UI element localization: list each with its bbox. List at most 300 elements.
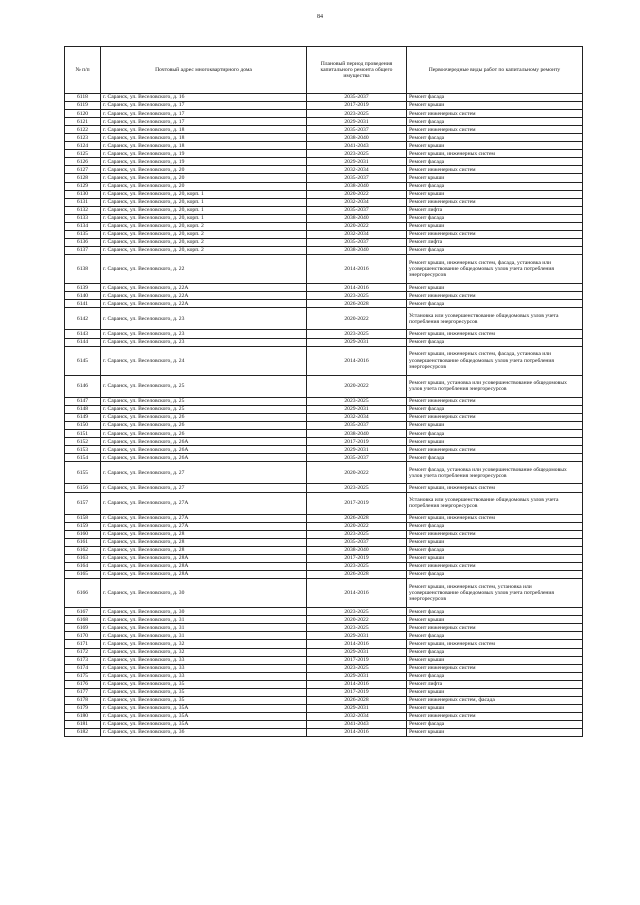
address-cell: г. Саранск, ул. Веселовского, д. 31 xyxy=(101,616,307,624)
address-cell: г. Саранск, ул. Веселовского, д. 28А xyxy=(101,563,307,571)
period-cell: 2029-2031 xyxy=(307,118,407,126)
period-cell: 2032-2034 xyxy=(307,198,407,206)
row-number-cell: 6170 xyxy=(65,632,101,640)
address-cell: г. Саранск, ул. Веселовского, д. 26А xyxy=(101,454,307,462)
address-cell: г. Саранск, ул. Веселовского, д. 26 xyxy=(101,430,307,438)
row-number-cell: 6136 xyxy=(65,238,101,246)
row-number-cell: 6167 xyxy=(65,608,101,616)
table-row xyxy=(65,292,583,300)
row-number-cell: 6150 xyxy=(65,422,101,430)
period-cell: 2014-2016 xyxy=(307,640,407,648)
period-cell: 2029-2031 xyxy=(307,158,407,166)
address-cell: г. Саранск, ул. Веселовского, д. 20, корп. 1 xyxy=(101,214,307,222)
address-cell: г. Саранск, ул. Веселовского, д. 18 xyxy=(101,126,307,134)
row-number-cell: 6138 xyxy=(65,254,101,283)
address-cell: г. Саранск, ул. Веселовского, д. 27А xyxy=(101,522,307,530)
period-cell: 2035-2037 xyxy=(307,538,407,546)
address-cell: г. Саранск, ул. Веселовского, д. 31 xyxy=(101,632,307,640)
works-cell: Ремонт фасада xyxy=(407,246,583,254)
address-cell: г. Саранск, ул. Веселовского, д. 17 xyxy=(101,110,307,118)
address-cell: г. Саранск, ул. Веселовского, д. 20 xyxy=(101,166,307,174)
works-cell: Ремонт инженерных систем xyxy=(407,414,583,422)
table-row xyxy=(65,166,583,174)
period-cell: 2032-2034 xyxy=(307,166,407,174)
row-number-cell: 6156 xyxy=(65,484,101,492)
row-number-cell: 6143 xyxy=(65,330,101,338)
period-cell: 2035-2037 xyxy=(307,206,407,214)
period-cell: 2017-2019 xyxy=(307,688,407,696)
address-cell: г. Саранск, ул. Веселовского, д. 17 xyxy=(101,102,307,110)
row-number-cell: 6146 xyxy=(65,375,101,397)
row-number-cell: 6120 xyxy=(65,110,101,118)
works-cell: Ремонт крыши, инженерных систем xyxy=(407,150,583,158)
works-cell: Ремонт фасада xyxy=(407,720,583,728)
works-cell: Ремонт крыши, инженерных систем, фасада, установка или усовершенствование общедомовых узлов учета потребления энергоресурсов xyxy=(407,346,583,375)
row-number-cell: 6118 xyxy=(65,94,101,102)
period-cell: 2029-2031 xyxy=(307,672,407,680)
page-number: 84 xyxy=(317,14,323,20)
row-number-cell: 6137 xyxy=(65,246,101,254)
row-number-cell: 6122 xyxy=(65,126,101,134)
period-cell: 2020-2022 xyxy=(307,616,407,624)
address-cell: г. Саранск, ул. Веселовского, д. 22А xyxy=(101,300,307,308)
row-number-cell: 6177 xyxy=(65,688,101,696)
table-row xyxy=(65,150,583,158)
works-cell: Ремонт инженерных систем, фасада xyxy=(407,696,583,704)
period-cell: 2023-2025 xyxy=(307,397,407,405)
works-cell: Ремонт инженерных систем xyxy=(407,530,583,538)
table-row xyxy=(65,338,583,346)
works-cell: Ремонт фасада xyxy=(407,648,583,656)
period-cell: 2029-2031 xyxy=(307,405,407,413)
works-cell: Установка или усовершенствование общедомовых узлов учета потребления энергоресурсов xyxy=(407,308,583,330)
row-number-cell: 6151 xyxy=(65,430,101,438)
period-cell: 2020-2022 xyxy=(307,462,407,484)
address-cell: г. Саранск, ул. Веселовского, д. 27 xyxy=(101,484,307,492)
works-cell: Ремонт инженерных систем xyxy=(407,446,583,454)
row-number-cell: 6140 xyxy=(65,292,101,300)
row-number-cell: 6178 xyxy=(65,696,101,704)
works-cell: Ремонт крыши xyxy=(407,538,583,546)
period-cell: 2023-2025 xyxy=(307,484,407,492)
period-cell: 2026-2028 xyxy=(307,514,407,522)
period-cell: 2029-2031 xyxy=(307,704,407,712)
row-number-cell: 6132 xyxy=(65,206,101,214)
row-number-cell: 6164 xyxy=(65,563,101,571)
works-cell: Ремонт крыши xyxy=(407,422,583,430)
row-number-cell: 6182 xyxy=(65,728,101,736)
period-cell: 2023-2025 xyxy=(307,292,407,300)
table-row xyxy=(65,198,583,206)
header-num: № п/п xyxy=(65,47,101,94)
period-cell: 2038-2040 xyxy=(307,182,407,190)
row-number-cell: 6172 xyxy=(65,648,101,656)
row-number-cell: 6147 xyxy=(65,397,101,405)
row-number-cell: 6145 xyxy=(65,346,101,375)
period-cell: 2038-2040 xyxy=(307,430,407,438)
address-cell: г. Саранск, ул. Веселовского, д. 22А xyxy=(101,292,307,300)
address-cell: г. Саранск, ул. Веселовского, д. 35 xyxy=(101,688,307,696)
row-number-cell: 6149 xyxy=(65,414,101,422)
works-cell: Ремонт фасада xyxy=(407,546,583,554)
row-number-cell: 6165 xyxy=(65,571,101,579)
works-cell: Ремонт фасада xyxy=(407,94,583,102)
works-cell: Ремонт инженерных систем xyxy=(407,664,583,672)
period-cell: 2035-2037 xyxy=(307,174,407,182)
period-cell: 2020-2022 xyxy=(307,522,407,530)
period-cell: 2014-2016 xyxy=(307,728,407,736)
works-cell: Ремонт крыши xyxy=(407,284,583,292)
works-cell: Ремонт крыши xyxy=(407,656,583,664)
works-cell: Ремонт крыши, установка или усовершенствование общедомовых узлов учета потребления энергоресурсов xyxy=(407,375,583,397)
period-cell: 2038-2040 xyxy=(307,546,407,554)
table-row xyxy=(65,430,583,438)
row-number-cell: 6126 xyxy=(65,158,101,166)
table-row xyxy=(65,222,583,230)
header-address: Почтовый адрес многоквартирного дома xyxy=(101,47,307,94)
table-row xyxy=(65,616,583,624)
period-cell: 2038-2040 xyxy=(307,246,407,254)
works-cell: Ремонт фасада xyxy=(407,300,583,308)
table-row xyxy=(65,284,583,292)
period-cell: 2023-2025 xyxy=(307,110,407,118)
table-row xyxy=(65,118,583,126)
works-cell: Ремонт фасада, установка или усовершенствование общедомовых узлов учета потребления энергоресурсов xyxy=(407,462,583,484)
period-cell: 2017-2019 xyxy=(307,554,407,562)
table-row xyxy=(65,446,583,454)
period-cell: 2041-2043 xyxy=(307,720,407,728)
address-cell: г. Саранск, ул. Веселовского, д. 26 xyxy=(101,414,307,422)
table-row xyxy=(65,214,583,222)
row-number-cell: 6160 xyxy=(65,530,101,538)
address-cell: г. Саранск, ул. Веселовского, д. 26А xyxy=(101,438,307,446)
table-body xyxy=(65,94,583,737)
period-cell: 2023-2025 xyxy=(307,330,407,338)
address-cell: г. Саранск, ул. Веселовского, д. 23 xyxy=(101,308,307,330)
works-cell: Ремонт фасада xyxy=(407,158,583,166)
table-row xyxy=(65,414,583,422)
table-row xyxy=(65,514,583,522)
table-row xyxy=(65,538,583,546)
address-cell: г. Саранск, ул. Веселовского, д. 28А xyxy=(101,554,307,562)
works-cell: Ремонт фасада xyxy=(407,632,583,640)
row-number-cell: 6134 xyxy=(65,222,101,230)
row-number-cell: 6121 xyxy=(65,118,101,126)
address-cell: г. Саранск, ул. Веселовского, д. 20, корп. 2 xyxy=(101,238,307,246)
period-cell: 2023-2025 xyxy=(307,608,407,616)
table-row xyxy=(65,102,583,110)
address-cell: г. Саранск, ул. Веселовского, д. 28А xyxy=(101,571,307,579)
works-cell: Ремонт крыши xyxy=(407,174,583,182)
address-cell: г. Саранск, ул. Веселовского, д. 31 xyxy=(101,624,307,632)
period-cell: 2032-2034 xyxy=(307,230,407,238)
works-cell: Ремонт фасада xyxy=(407,522,583,530)
address-cell: г. Саранск, ул. Веселовского, д. 28 xyxy=(101,530,307,538)
works-cell: Ремонт крыши xyxy=(407,616,583,624)
address-cell: г. Саранск, ул. Веселовского, д. 33 xyxy=(101,664,307,672)
row-number-cell: 6119 xyxy=(65,102,101,110)
period-cell: 2038-2040 xyxy=(307,214,407,222)
period-cell: 2026-2028 xyxy=(307,696,407,704)
table-row xyxy=(65,246,583,254)
table-header xyxy=(65,47,583,94)
address-cell: г. Саранск, ул. Веселовского, д. 27А xyxy=(101,492,307,514)
row-number-cell: 6176 xyxy=(65,680,101,688)
row-number-cell: 6171 xyxy=(65,640,101,648)
works-cell: Ремонт фасада xyxy=(407,182,583,190)
address-cell: г. Саранск, ул. Веселовского, д. 19 xyxy=(101,150,307,158)
address-cell: г. Саранск, ул. Веселовского, д. 27А xyxy=(101,514,307,522)
row-number-cell: 6123 xyxy=(65,134,101,142)
row-number-cell: 6175 xyxy=(65,672,101,680)
address-cell: г. Саранск, ул. Веселовского, д. 35 xyxy=(101,696,307,704)
table-row xyxy=(65,624,583,632)
period-cell: 2026-2028 xyxy=(307,300,407,308)
table-row xyxy=(65,308,583,330)
table-row xyxy=(65,454,583,462)
table-row xyxy=(65,712,583,720)
works-cell: Ремонт фасада xyxy=(407,608,583,616)
table-row xyxy=(65,126,583,134)
table-row xyxy=(65,672,583,680)
address-cell: г. Саранск, ул. Веселовского, д. 25 xyxy=(101,405,307,413)
row-number-cell: 6157 xyxy=(65,492,101,514)
row-number-cell: 6162 xyxy=(65,546,101,554)
address-cell: г. Саранск, ул. Веселовского, д. 35А xyxy=(101,712,307,720)
table-row xyxy=(65,254,583,283)
address-cell: г. Саранск, ул. Веселовского, д. 23 xyxy=(101,338,307,346)
period-cell: 2032-2034 xyxy=(307,712,407,720)
row-number-cell: 6159 xyxy=(65,522,101,530)
table-row xyxy=(65,554,583,562)
works-cell: Ремонт крыши xyxy=(407,222,583,230)
table-row xyxy=(65,484,583,492)
period-cell: 2014-2016 xyxy=(307,254,407,283)
address-cell: г. Саранск, ул. Веселовского, д. 20, корп. 2 xyxy=(101,222,307,230)
address-cell: г. Саранск, ул. Веселовского, д. 24 xyxy=(101,346,307,375)
period-cell: 2023-2025 xyxy=(307,624,407,632)
table-row xyxy=(65,174,583,182)
period-cell: 2029-2031 xyxy=(307,338,407,346)
table-row xyxy=(65,563,583,571)
address-cell: г. Саранск, ул. Веселовского, д. 20, корп. 2 xyxy=(101,246,307,254)
address-cell: г. Саранск, ул. Веселовского, д. 17 xyxy=(101,118,307,126)
table-row xyxy=(65,134,583,142)
row-number-cell: 6168 xyxy=(65,616,101,624)
row-number-cell: 6127 xyxy=(65,166,101,174)
address-cell: г. Саранск, ул. Веселовского, д. 20, корп. 1 xyxy=(101,206,307,214)
address-cell: г. Саранск, ул. Веселовского, д. 16 xyxy=(101,94,307,102)
row-number-cell: 6161 xyxy=(65,538,101,546)
row-number-cell: 6135 xyxy=(65,230,101,238)
works-cell: Ремонт крыши, инженерных систем xyxy=(407,640,583,648)
address-cell: г. Саранск, ул. Веселовского, д. 25 xyxy=(101,375,307,397)
address-cell: г. Саранск, ул. Веселовского, д. 26А xyxy=(101,446,307,454)
period-cell: 2017-2019 xyxy=(307,492,407,514)
table-row xyxy=(65,530,583,538)
works-cell: Ремонт фасада xyxy=(407,430,583,438)
works-cell: Установка или усовершенствование общедомовых узлов учета потребления энергоресурсов xyxy=(407,492,583,514)
row-number-cell: 6155 xyxy=(65,462,101,484)
works-cell: Ремонт инженерных систем xyxy=(407,712,583,720)
table-row xyxy=(65,688,583,696)
table-row xyxy=(65,571,583,579)
address-cell: г. Саранск, ул. Веселовского, д. 35 xyxy=(101,680,307,688)
address-cell: г. Саранск, ул. Веселовского, д. 22 xyxy=(101,254,307,283)
works-cell: Ремонт фасада xyxy=(407,454,583,462)
table-row xyxy=(65,664,583,672)
works-cell: Ремонт фасада xyxy=(407,134,583,142)
address-cell: г. Саранск, ул. Веселовского, д. 28 xyxy=(101,538,307,546)
works-cell: Ремонт фасада xyxy=(407,571,583,579)
address-cell: г. Саранск, ул. Веселовского, д. 28 xyxy=(101,546,307,554)
period-cell: 2017-2019 xyxy=(307,438,407,446)
works-cell: Ремонт инженерных систем xyxy=(407,110,583,118)
row-number-cell: 6130 xyxy=(65,190,101,198)
period-cell: 2029-2031 xyxy=(307,632,407,640)
table-row xyxy=(65,696,583,704)
row-number-cell: 6142 xyxy=(65,308,101,330)
table-row xyxy=(65,720,583,728)
works-cell: Ремонт лифта xyxy=(407,238,583,246)
works-cell: Ремонт крыши xyxy=(407,728,583,736)
works-cell: Ремонт крыши xyxy=(407,190,583,198)
address-cell: г. Саранск, ул. Веселовского, д. 20 xyxy=(101,174,307,182)
address-cell: г. Саранск, ул. Веселовского, д. 35А xyxy=(101,704,307,712)
row-number-cell: 6141 xyxy=(65,300,101,308)
row-number-cell: 6144 xyxy=(65,338,101,346)
table-row xyxy=(65,182,583,190)
header-works: Первоочередные виды работ по капитальному ремонту xyxy=(407,47,583,94)
header-period: Плановый период проведения капитального ремонта общего имущества xyxy=(307,47,407,94)
table-row xyxy=(65,230,583,238)
period-cell: 2020-2022 xyxy=(307,222,407,230)
table-row xyxy=(65,438,583,446)
works-cell: Ремонт крыши xyxy=(407,554,583,562)
works-cell: Ремонт инженерных систем xyxy=(407,292,583,300)
works-cell: Ремонт лифта xyxy=(407,206,583,214)
table-row xyxy=(65,405,583,413)
period-cell: 2023-2025 xyxy=(307,664,407,672)
table-row xyxy=(65,522,583,530)
row-number-cell: 6158 xyxy=(65,514,101,522)
works-cell: Ремонт крыши, инженерных систем xyxy=(407,484,583,492)
works-cell: Ремонт инженерных систем xyxy=(407,397,583,405)
works-cell: Ремонт крыши xyxy=(407,438,583,446)
row-number-cell: 6173 xyxy=(65,656,101,664)
address-cell: г. Саранск, ул. Веселовского, д. 20, корп. 1 xyxy=(101,190,307,198)
table-row xyxy=(65,680,583,688)
works-cell: Ремонт крыши, инженерных систем xyxy=(407,514,583,522)
works-cell: Ремонт фасада xyxy=(407,338,583,346)
table-row xyxy=(65,608,583,616)
address-cell: г. Саранск, ул. Веселовского, д. 23 xyxy=(101,330,307,338)
row-number-cell: 6124 xyxy=(65,142,101,150)
period-cell: 2023-2025 xyxy=(307,563,407,571)
row-number-cell: 6163 xyxy=(65,554,101,562)
address-cell: г. Саранск, ул. Веселовского, д. 26 xyxy=(101,422,307,430)
works-cell: Ремонт крыши, инженерных систем xyxy=(407,330,583,338)
address-cell: г. Саранск, ул. Веселовского, д. 18 xyxy=(101,142,307,150)
table-row xyxy=(65,330,583,338)
period-cell: 2020-2022 xyxy=(307,375,407,397)
works-cell: Ремонт инженерных систем xyxy=(407,126,583,134)
row-number-cell: 6174 xyxy=(65,664,101,672)
table-row xyxy=(65,728,583,736)
works-cell: Ремонт инженерных систем xyxy=(407,624,583,632)
works-cell: Ремонт крыши, инженерных систем, фасада, установка или усовершенствование общедомовых узлов учета потребления энергоресурсов xyxy=(407,254,583,283)
period-cell: 2017-2019 xyxy=(307,656,407,664)
table-row xyxy=(65,632,583,640)
table-row xyxy=(65,238,583,246)
table-row xyxy=(65,158,583,166)
table-row xyxy=(65,656,583,664)
address-cell: г. Саранск, ул. Веселовского, д. 20 xyxy=(101,182,307,190)
table-row xyxy=(65,300,583,308)
works-cell: Ремонт лифта xyxy=(407,680,583,688)
address-cell: г. Саранск, ул. Веселовского, д. 30 xyxy=(101,579,307,608)
address-cell: г. Саранск, ул. Веселовского, д. 22А xyxy=(101,284,307,292)
address-cell: г. Саранск, ул. Веселовского, д. 27 xyxy=(101,462,307,484)
address-cell: г. Саранск, ул. Веселовского, д. 35А xyxy=(101,720,307,728)
period-cell: 2035-2037 xyxy=(307,126,407,134)
works-cell: Ремонт инженерных систем xyxy=(407,198,583,206)
period-cell: 2041-2043 xyxy=(307,142,407,150)
table-row xyxy=(65,94,583,102)
works-cell: Ремонт крыши xyxy=(407,142,583,150)
works-cell: Ремонт фасада xyxy=(407,118,583,126)
address-cell: г. Саранск, ул. Веселовского, д. 32 xyxy=(101,648,307,656)
period-cell: 2029-2031 xyxy=(307,446,407,454)
table-row xyxy=(65,546,583,554)
address-cell: г. Саранск, ул. Веселовского, д. 20, корп. 1 xyxy=(101,198,307,206)
period-cell: 2038-2040 xyxy=(307,134,407,142)
row-number-cell: 6179 xyxy=(65,704,101,712)
address-cell: г. Саранск, ул. Веселовского, д. 33 xyxy=(101,656,307,664)
row-number-cell: 6133 xyxy=(65,214,101,222)
period-cell: 2035-2037 xyxy=(307,238,407,246)
works-cell: Ремонт инженерных систем xyxy=(407,166,583,174)
row-number-cell: 6129 xyxy=(65,182,101,190)
table-row xyxy=(65,648,583,656)
works-cell: Ремонт фасада xyxy=(407,405,583,413)
table-row xyxy=(65,110,583,118)
capital-repair-table xyxy=(64,46,583,737)
period-cell: 2026-2028 xyxy=(307,571,407,579)
works-cell: Ремонт крыши xyxy=(407,704,583,712)
period-cell: 2017-2019 xyxy=(307,102,407,110)
row-number-cell: 6152 xyxy=(65,438,101,446)
table-row xyxy=(65,346,583,375)
works-cell: Ремонт крыши xyxy=(407,102,583,110)
table-row xyxy=(65,640,583,648)
address-cell: г. Саранск, ул. Веселовского, д. 36 xyxy=(101,728,307,736)
table-row xyxy=(65,704,583,712)
period-cell: 2020-2022 xyxy=(307,190,407,198)
row-number-cell: 6169 xyxy=(65,624,101,632)
row-number-cell: 6180 xyxy=(65,712,101,720)
row-number-cell: 6139 xyxy=(65,284,101,292)
period-cell: 2014-2016 xyxy=(307,284,407,292)
address-cell: г. Саранск, ул. Веселовского, д. 32 xyxy=(101,640,307,648)
row-number-cell: 6166 xyxy=(65,579,101,608)
table-row xyxy=(65,462,583,484)
table-row xyxy=(65,422,583,430)
works-cell: Ремонт инженерных систем xyxy=(407,230,583,238)
period-cell: 2029-2031 xyxy=(307,648,407,656)
period-cell: 2014-2016 xyxy=(307,680,407,688)
period-cell: 2014-2016 xyxy=(307,579,407,608)
